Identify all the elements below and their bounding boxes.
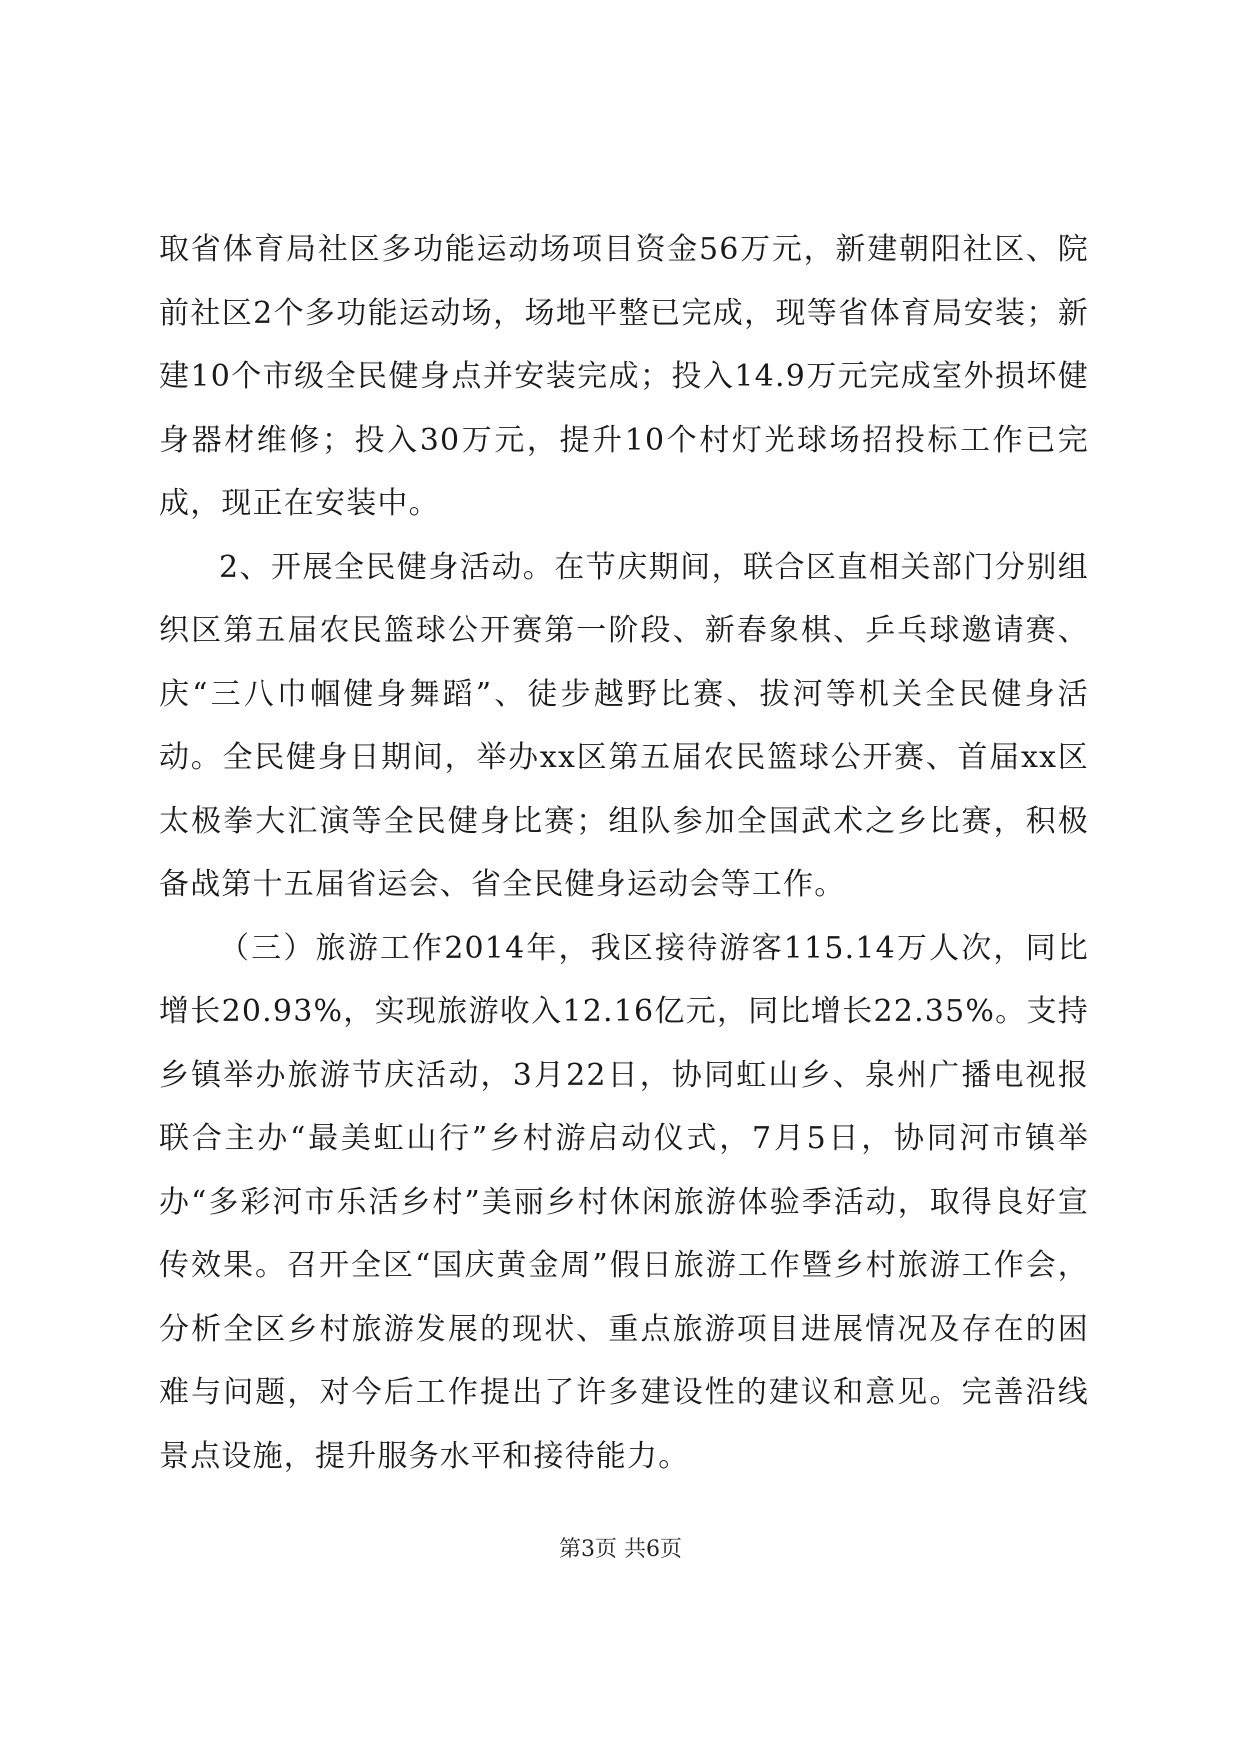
document-body	[159, 218, 1089, 1488]
paragraph-fitness-activities: 2、开展全民健身活动。在节庆期间，联合区直相关部门分别组织区第五届农民篮球公开赛第一阶段、新春象棋、乒乓球邀请赛、庆“三八巾帼健身舞蹈”、徒步越野比赛、拔河等机关全民健身活动。全民健身日期间，举办xx区第五届农民篮球公开赛、首届xx区太极拳大汇演等全民健身比赛；组队参加全国武术之乡比赛，积极备战第十五届省运会、省全民健身运动会等工作。	[159, 549, 1089, 902]
page-number-footer: 第3页 共6页	[559, 1537, 682, 1562]
paragraph-funding: 取省体育局社区多功能运动场项目资金56万元，新建朝阳社区、院前社区2个多功能运动场，场地平整已完成，现等省体育局安装；新建10个市级全民健身点并安装完成；投入14.9万元完成室外损坏健身器材维修；投入30万元，提升10个村灯光球场招投标工作已完成，现正在安装中。	[159, 232, 1089, 521]
paragraph-tourism-work: （三）旅游工作2014年，我区接待游客115.14万人次，同比增长20.93%，实现旅游收入12.16亿元，同比增长22.35%。支持乡镇举办旅游节庆活动，3月22日，协同虹山乡、泉州广播电视报联合主办“最美虹山行”乡村游启动仪式，7月5日，协同河市镇举办“多彩河市乐活乡村”美丽乡村休闲旅游体验季活动，取得良好宣传效果。召开全区“国庆黄金周”假日旅游工作暨乡村旅游工作会，分析全区乡村旅游发展的现状、重点旅游项目进展情况及存在的困难与问题，对今后工作提出了许多建设性的建议和意见。完善沿线景点设施，提升服务水平和接待能力。	[159, 930, 1089, 1474]
